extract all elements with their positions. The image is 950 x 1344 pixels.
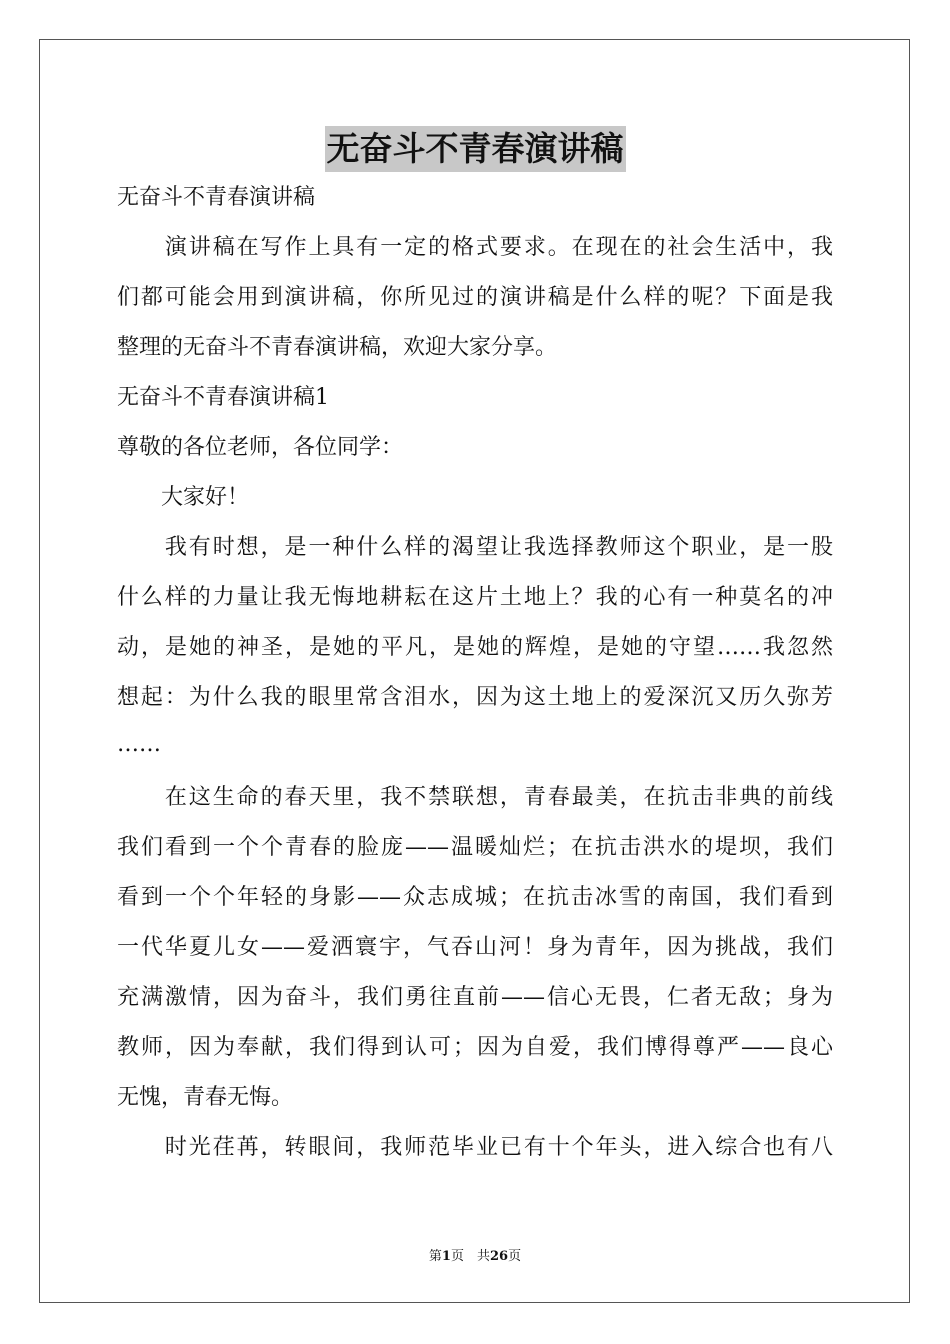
body-line: ……: [117, 732, 161, 757]
body-line: 教师，因为奉献，我们得到认可；因为自爱，我们博得尊严——良心: [117, 1035, 833, 1060]
body-line: 想起：为什么我的眼里常含泪水，因为这土地上的爱深沉又历久弥芳: [117, 685, 833, 710]
body-line: 我们看到一个个青春的脸庞——温暖灿烂；在抗击洪水的堤坝，我们: [117, 835, 833, 860]
body-line: 在这生命的春天里，我不禁联想，青春最美，在抗击非典的前线: [117, 785, 833, 810]
title-block: [0, 126, 950, 172]
greeting-line: 大家好！: [117, 485, 250, 510]
body-line: 时光荏苒，转眼间，我师范毕业已有十个年头，进入综合也有八: [117, 1135, 833, 1160]
body-line: 一代华夏儿女——爱洒寰宇，气吞山河！身为青年，因为挑战，我们: [117, 935, 833, 960]
footer-page-number: 1: [441, 1249, 451, 1264]
body-line: 无愧，青春无悔。: [117, 1085, 294, 1110]
footer-total-pages: 26: [489, 1249, 509, 1264]
page-border: [39, 39, 910, 1303]
body-line: 看到一个个年轻的身影——众志成城；在抗击冰雪的南国，我们看到: [117, 885, 833, 910]
document-title: 无奋斗不青春演讲稿: [325, 126, 626, 172]
section-heading: 无奋斗不青春演讲稿1: [117, 385, 329, 410]
footer-page-prefix: 第: [428, 1249, 442, 1264]
subtitle-line: 无奋斗不青春演讲稿: [117, 185, 316, 210]
body-line: 什么样的力量让我无悔地耕耘在这片土地上？我的心有一种莫名的冲: [117, 585, 833, 610]
body-line: 们都可能会用到演讲稿，你所见过的演讲稿是什么样的呢？下面是我: [117, 285, 833, 310]
page-footer: [0, 1248, 950, 1266]
body-line: 演讲稿在写作上具有一定的格式要求。在现在的社会生活中，我: [117, 235, 833, 260]
body-line: 充满激情，因为奋斗，我们勇往直前——信心无畏，仁者无敌；身为: [117, 985, 833, 1010]
footer-total-suffix: 页: [508, 1249, 522, 1264]
body-line: 整理的无奋斗不青春演讲稿，欢迎大家分享。: [117, 335, 558, 360]
salutation-line: 尊敬的各位老师，各位同学：: [117, 435, 404, 460]
body-line: 我有时想，是一种什么样的渴望让我选择教师这个职业，是一股: [117, 535, 833, 560]
footer-page-suffix: 页 共: [450, 1249, 490, 1264]
body-line: 动，是她的神圣，是她的平凡，是她的辉煌，是她的守望……我忽然: [117, 635, 833, 660]
